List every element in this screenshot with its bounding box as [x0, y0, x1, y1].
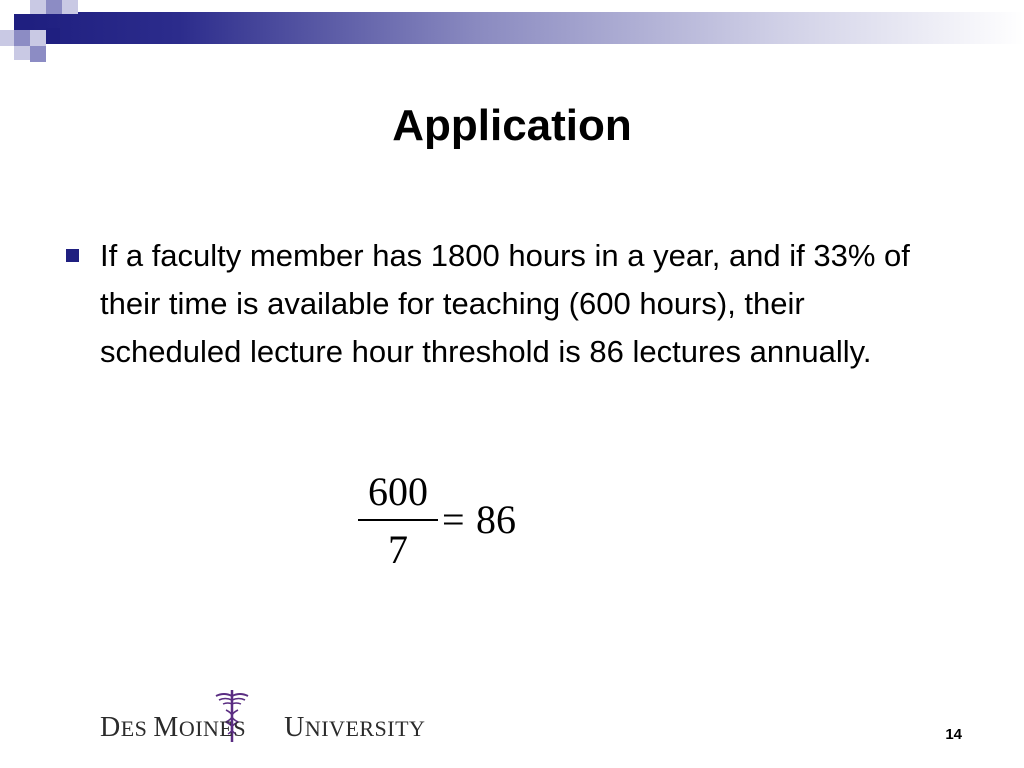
fraction-bar: [358, 519, 438, 521]
slide-title: Application: [392, 101, 632, 150]
header-square: [14, 14, 30, 30]
equation: [350, 468, 550, 578]
header-square: [46, 0, 62, 14]
equation-result: 86: [476, 497, 516, 542]
logo-wordmark: [100, 712, 426, 744]
equation-denominator: 7: [388, 527, 408, 572]
logo-letter: D: [100, 712, 121, 743]
header-square: [30, 0, 46, 14]
equation-numerator: 600: [368, 469, 428, 514]
bullet-text: If a faculty member has 1800 hours in a year, and if 33% of their time is available for teaching (600 hours), their scheduled lecture hour threshold is 86 lectures annually.: [100, 238, 910, 369]
logo-letters: ES: [120, 716, 148, 741]
header-square: [14, 46, 30, 60]
logo-letter: M: [153, 712, 179, 743]
header-square: [14, 30, 30, 46]
equation-operator: =: [442, 497, 465, 542]
logo-letters: NIVERSITY: [304, 716, 426, 741]
header-square: [30, 46, 46, 62]
square-bullet-icon: [66, 249, 79, 262]
header-square: [30, 30, 46, 46]
header-square: [0, 30, 14, 46]
logo-letters: OINES: [178, 716, 247, 741]
university-logo: [100, 688, 426, 748]
logo-letter: U: [284, 712, 305, 743]
slide-number: 14: [945, 726, 962, 743]
header-gradient-bar: [30, 12, 1024, 44]
header-square: [46, 28, 60, 44]
header-square: [62, 0, 78, 14]
